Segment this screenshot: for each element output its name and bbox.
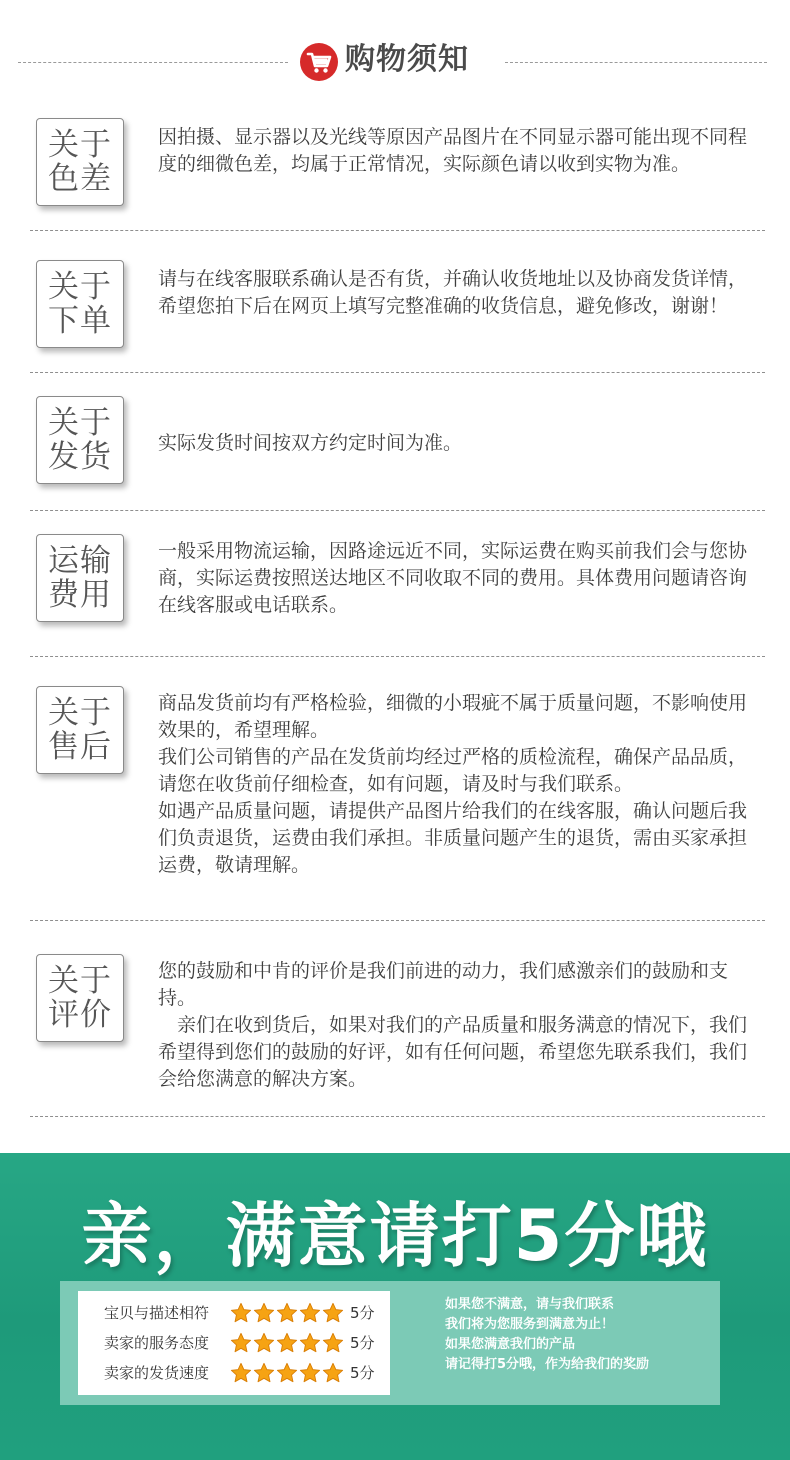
section-divider (30, 1116, 765, 1117)
paragraph: 请与在线客服联系确认是否有货，并确认收货地址以及协商发货详情，希望您拍下后在网页上填写完整准确的收货信息，避免修改，谢谢！ (158, 268, 748, 317)
star-icon (276, 1302, 298, 1324)
section-text (158, 958, 758, 1093)
star-icon (253, 1332, 275, 1354)
header (0, 0, 790, 110)
star-icon (276, 1332, 298, 1354)
section-shipping-cost (30, 532, 765, 658)
section-divider (30, 510, 765, 511)
section-reviews (30, 954, 765, 1118)
star-icon (299, 1302, 321, 1324)
rating-row (78, 1358, 390, 1388)
banner-note: 请记得打5分哦，作为给我们的奖励 (445, 1357, 650, 1372)
badge-line-2: 费用 (48, 577, 112, 613)
badge-line-1: 关于 (48, 695, 112, 731)
section-ordering (30, 258, 765, 374)
rating-label: 卖家的发货速度 (104, 1364, 210, 1382)
paragraph: 因拍摄、显示器以及光线等原因产品图片在不同显示器可能出现不同程度的细微色差，均属于正常情况，实际颜色请以收到实物为准。 (158, 126, 748, 175)
badge-line-2: 发货 (48, 439, 112, 475)
section-text (158, 538, 758, 619)
banner-note: 如果您不满意，请与我们联系 (445, 1297, 615, 1312)
section-divider (30, 372, 765, 373)
badge-line-2: 评价 (48, 997, 112, 1033)
rating-row (78, 1298, 390, 1328)
badge-line-1: 关于 (48, 127, 112, 163)
section-text (158, 690, 758, 879)
star-icon (322, 1332, 344, 1354)
star-icon (230, 1362, 252, 1384)
badge-line-2: 售后 (48, 729, 112, 765)
paragraph: 一般采用物流运输，因路途远近不同，实际运费在购买前我们会与您协商，实际运费按照送达地区不同收取不同的费用。具体费用问题请咨询在线客服或电话联系。 (158, 540, 748, 616)
section-shipping (30, 396, 765, 512)
section-divider (30, 656, 765, 657)
paragraph: 商品发货前均有严格检验，细微的小瑕疵不属于质量问题，不影响使用效果的，希望理解。 (158, 692, 748, 741)
rating-banner (0, 1153, 790, 1460)
star-icon (299, 1362, 321, 1384)
banner-note: 我们将为您服务到满意为止！ (445, 1317, 615, 1332)
rating-list (78, 1291, 390, 1395)
badge-line-1: 运输 (48, 543, 112, 579)
star-icon (322, 1302, 344, 1324)
star-icon (276, 1362, 298, 1384)
banner-slogan: 亲，满意请打5分哦 (81, 1195, 709, 1277)
paragraph: 我们公司销售的产品在发货前均经过严格的质检流程，确保产品品质，请您在收货前仔细检查，如有问题，请及时与我们联系。 (158, 746, 748, 795)
rating-score: 5分 (350, 1334, 375, 1352)
section-badge (36, 954, 124, 1042)
paragraph: 如遇产品质量问题，请提供产品图片给我们的在线客服，确认问题后我们负责退货，运费由我们承担。非质量问题产生的退货，需由买家承担运费，敬请理解。 (158, 800, 748, 876)
banner-note: 如果您满意我们的产品 (445, 1337, 576, 1352)
badge-line-1: 关于 (48, 963, 112, 999)
star-icon (253, 1362, 275, 1384)
rating-label: 卖家的服务态度 (104, 1334, 210, 1352)
section-badge (36, 118, 124, 206)
paragraph: 实际发货时间按双方约定时间为准。 (158, 432, 463, 454)
header-divider-right (505, 62, 767, 63)
section-badge (36, 260, 124, 348)
header-divider-left (18, 62, 288, 63)
rating-score: 5分 (350, 1304, 375, 1322)
star-icon (230, 1332, 252, 1354)
section-badge (36, 686, 124, 774)
section-text (158, 266, 758, 320)
star-icon (299, 1332, 321, 1354)
badge-line-1: 关于 (48, 269, 112, 305)
shopping-cart-icon (300, 43, 338, 81)
rating-label: 宝贝与描述相符 (104, 1304, 210, 1322)
section-text (158, 124, 758, 178)
star-icon (253, 1302, 275, 1324)
section-text (158, 430, 758, 457)
rating-row (78, 1328, 390, 1358)
rating-score: 5分 (350, 1364, 375, 1382)
badge-line-2: 色差 (48, 161, 112, 197)
section-badge (36, 534, 124, 622)
star-icon (230, 1302, 252, 1324)
section-badge (36, 396, 124, 484)
rating-panel (60, 1281, 720, 1405)
badge-line-1: 关于 (48, 405, 112, 441)
paragraph: 亲们在收到货后，如果对我们的产品质量和服务满意的情况下，我们希望得到您们的鼓励的好评，如有任何问题，希望您先联系我们，我们会给您满意的解决方案。 (158, 1014, 748, 1090)
section-divider (30, 230, 765, 231)
page-title: 购物须知 (345, 42, 469, 77)
badge-line-2: 下单 (48, 303, 112, 339)
section-divider (30, 920, 765, 921)
paragraph: 您的鼓励和中肯的评价是我们前进的动力，我们感激亲们的鼓励和支持。 (158, 960, 729, 1009)
banner-notes (445, 1295, 715, 1375)
section-color-difference (30, 116, 765, 232)
star-icon (322, 1362, 344, 1384)
section-after-sales (30, 686, 765, 922)
